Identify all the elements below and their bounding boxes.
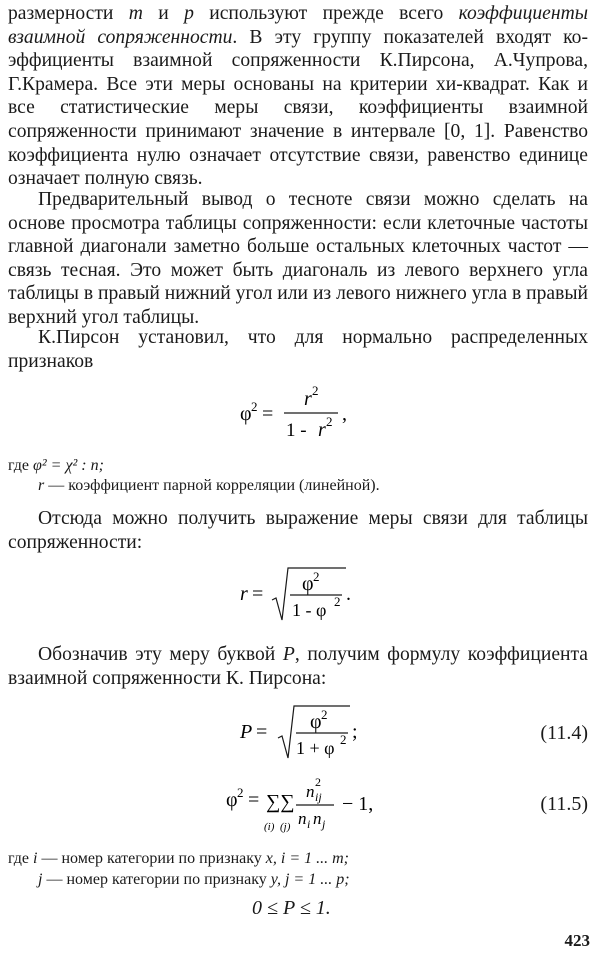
svg-text:2: 2	[340, 732, 347, 747]
svg-text:2: 2	[237, 785, 244, 800]
formula-r	[240, 562, 370, 626]
svg-text:r: r	[304, 388, 312, 410]
paragraph-1: размерности m и p используют прежде всего коэффициенты взаимной сопряженности. В эту группу показателей входят коэффициенты взаимной сопряженности К.Пирсона, А.Чупрова, Г.Крамера. Все эти меры основаны на критерии хи-квадрат. Как и все статистические меры связи, коэффициенты взаимной сопряженности принимают значение в интервале [0, 1]. Равенство коэффициента нулю означает отсутствие связи, равенство единице означает полную связь.	[8, 3, 588, 190]
paragraph-4: Отсюда можно получить выражение меры связи для таблицы сопряженности:	[8, 508, 588, 553]
svg-text:φ: φ	[302, 573, 314, 595]
svg-text:=: =	[262, 403, 274, 425]
svg-text:2: 2	[321, 707, 328, 722]
svg-text:n: n	[313, 809, 322, 828]
svg-text:2: 2	[251, 399, 258, 414]
svg-text:r: r	[240, 583, 248, 605]
svg-text:1 -: 1 -	[286, 420, 307, 441]
svg-text:,: ,	[342, 403, 347, 425]
svg-text:=: =	[256, 721, 268, 743]
svg-text:=: =	[252, 583, 264, 605]
svg-text:j: j	[322, 817, 326, 831]
svg-text:2: 2	[315, 775, 321, 789]
paragraph-5: Обозначив эту меру буквой P, получим формулу коэффициента взаимной сопряженности К. Пирсона:	[8, 644, 589, 689]
svg-text:=: =	[248, 789, 260, 811]
note-i: где i — номер категории по признаку x, i = 1 ... m;	[8, 850, 350, 867]
svg-text:r: r	[318, 419, 326, 441]
svg-text:2: 2	[313, 569, 320, 584]
formula-range: 0 ≤ P ≤ 1.	[252, 897, 331, 919]
equation-number-11-4: (11.4)	[540, 722, 588, 744]
equation-number-11-5: (11.5)	[540, 793, 588, 815]
svg-text:n: n	[298, 809, 307, 828]
formula-pearson-p	[238, 700, 368, 764]
svg-text:φ: φ	[240, 403, 252, 425]
note-where-phi: где φ² = χ² : n;	[8, 457, 104, 474]
svg-text:2: 2	[326, 414, 333, 429]
svg-text:∑∑: ∑∑	[266, 791, 295, 813]
paragraph-3: К.Пирсон установил, что для нормально распределенных признаков	[8, 327, 588, 372]
svg-text:i: i	[307, 817, 311, 831]
svg-text:(i): (i)	[264, 821, 275, 833]
svg-text:.: .	[346, 583, 351, 605]
svg-text:1 - φ: 1 - φ	[292, 600, 327, 620]
note-j: j — номер категории по признаку y, j = 1 ... p;	[38, 871, 350, 888]
svg-text:1 + φ: 1 + φ	[296, 738, 335, 758]
svg-text:φ: φ	[310, 711, 322, 733]
svg-text:(j): (j)	[280, 821, 291, 833]
svg-text:− 1,: − 1,	[342, 793, 374, 815]
svg-text:2: 2	[334, 594, 341, 609]
svg-text:2: 2	[312, 383, 319, 398]
formula-phi-squared	[240, 380, 370, 444]
page-number: 423	[564, 931, 590, 950]
formula-phi-sum	[226, 772, 396, 838]
note-r: r — коэффициент парной корреляции (линейной).	[38, 477, 380, 494]
svg-text:ij: ij	[315, 790, 322, 804]
svg-text:φ: φ	[226, 789, 238, 811]
paragraph-2: Предварительный вывод о тесноте связи можно сделать на основе просмотра таблицы сопряженности: если клеточные частоты главной диагонали заметно больше остальных клеточных частот — связь тесная. Это может быть диагональ из левого верхнего угла таблицы в правый нижний угол или из левого нижнего угла в правый верхний угол таблицы.	[8, 189, 588, 328]
svg-text:P: P	[240, 721, 253, 743]
svg-text:n: n	[306, 782, 315, 801]
svg-text:;: ;	[352, 721, 358, 743]
